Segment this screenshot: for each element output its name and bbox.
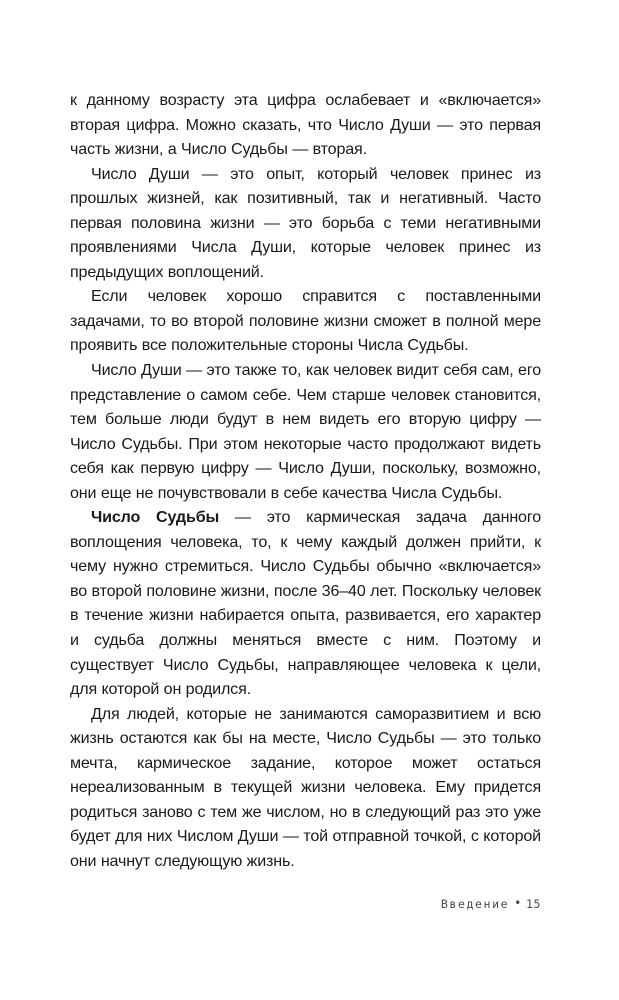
page-text-column bbox=[70, 88, 541, 874]
paragraph-1: к данному возрасту эта цифра ослабевает и «включается» вторая цифра. Можно сказать, что Число Души — это первая часть жизни, а Число Судьбы — вторая. bbox=[70, 91, 541, 159]
footer-page-number: 15 bbox=[526, 897, 541, 911]
paragraph-5 bbox=[70, 505, 541, 701]
paragraph-5-lead-term: Число Судьбы bbox=[91, 508, 220, 527]
paragraph-4: Число Души — это также то, как человек видит себя сам, его представление о самом себе. Чем старше человек становится, тем больше люди будут в нем видеть его вторую цифру — Число Судьбы. При этом некоторые часто продолжают видеть себя как первую цифру — Число Души, поскольку, возможно, они еще не почувствовали в себе качества Числа Судьбы. bbox=[70, 361, 541, 502]
paragraph-6: Для людей, которые не занимаются саморазвитием и всю жизнь остаются как бы на месте, Число Судьбы — это только мечта, кармическое задание, которое может остаться нереализованным в текущей жизни человека. Ему придется родиться заново с тем же числом, но в следующий раз это уже будет для них Числом Души — той отправной точкой, с которой они начнут следующую жизнь. bbox=[70, 704, 541, 870]
paragraph-3: Если человек хорошо справится с поставленными задачами, то во второй половине жизни сможет в полной мере проявить все положительные стороны Числа Судьбы. bbox=[70, 287, 541, 355]
paragraph-5-body: — это кармическая задача данного воплощения человека, то, к чему каждый должен прийти, к чему нужно стремиться. Число Судьбы обычно «включается» во второй половине жизни, после 36–40 лет. Поскольку человек в течение жизни набирается опыта, развивается, его характер и судьба должны меняться вместе с ним. Поэтому и существует Число Судьбы, направляющее человека к цели, для которой он родился. bbox=[70, 508, 541, 699]
footer-separator-bullet: • bbox=[514, 896, 523, 910]
page-footer bbox=[70, 896, 541, 911]
footer-section-title: Введение bbox=[440, 897, 510, 911]
paragraph-2: Число Души — это опыт, который человек принес из прошлых жизней, как позитивный, так и негативный. Часто первая половина жизни — это борьба с теми негативными проявлениями Числа Души, которые человек принес из предыдущих воплощений. bbox=[70, 164, 541, 281]
